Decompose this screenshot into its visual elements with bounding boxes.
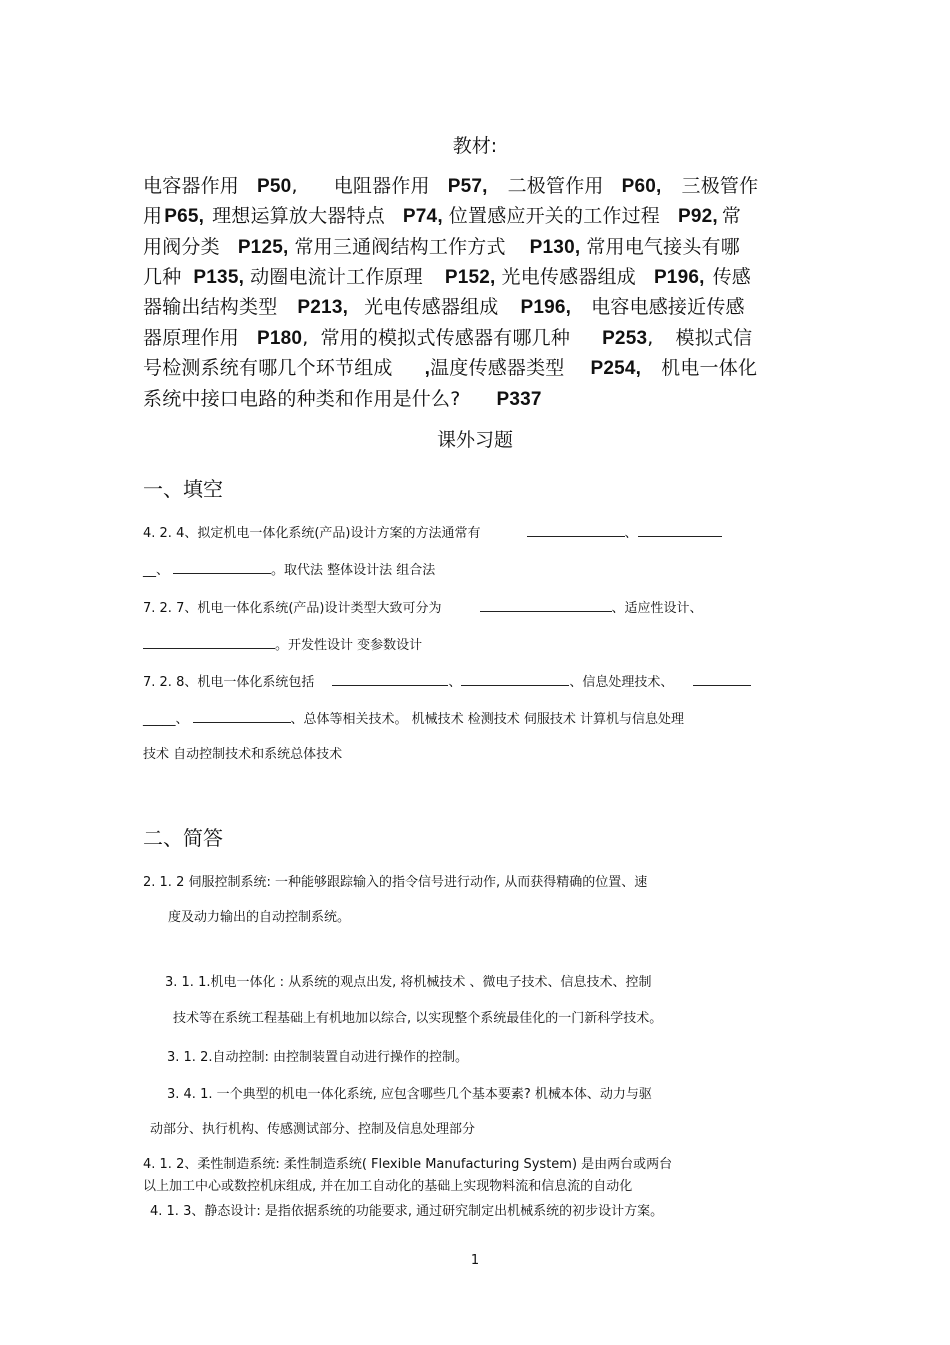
page-number: 1 xyxy=(470,1253,480,1268)
answer-line: 3. 1. 2.自动控制: 由控制装置自动进行操作的控制。 xyxy=(167,1050,468,1065)
textbook-line-7: 号检测系统有哪几个环节组成 ,温度传感器类型 P254, 机电一体化 xyxy=(143,357,758,379)
answer-line: 4. 1. 3、静态设计: 是指依据系统的功能要求, 通过研究制定出机械系统的初步设计方案。 xyxy=(150,1204,664,1219)
fill-question-1-line-1: 4. 2. 4、拟定机电一体化系统(产品)设计方案的方法通常有 、 xyxy=(143,522,722,541)
fill-question-1-line-2: __、 。取代法 整体设计法 组合法 xyxy=(143,563,436,578)
answer-line: 以上加工中心或数控机床组成, 并在加工自动化的基础上实现物料流和信息流的自动化 xyxy=(143,1179,633,1194)
exercises-title: 课外习题 xyxy=(436,429,513,451)
textbook-line-3: 用阀分类 P125, 常用三通阀结构工作方式 P130, 常用电气接头有哪 xyxy=(143,236,740,258)
fill-question-3-line-2: _____、 、总体等相关技术。 机械技术 检测技术 伺服技术 计算机与信息处理 xyxy=(143,712,685,727)
answer-line: 3. 1. 1.机电一体化 : 从系统的观点出发, 将机械技术 、微电子技术、信息技术、控制 xyxy=(165,975,652,990)
textbook-title: 教材: xyxy=(452,135,498,157)
answer-line: 度及动力输出的自动控制系统。 xyxy=(168,910,351,925)
fill-question-3-line-1: 7. 2. 8、机电一体化系统包括 、 、信息处理技术、 xyxy=(143,671,751,690)
textbook-line-5: 器输出结构类型 P213, 光电传感器组成 P196, 电容电感接近传感 xyxy=(143,296,745,318)
answer-line: 技术等在系统工程基础上有机地加以综合, 以实现整个系统最佳化的一门新科学技术。 xyxy=(173,1011,663,1026)
textbook-line-2: 用 P65, 理想运算放大器特点 P74, 位置感应开关的工作过程 P92, 常 xyxy=(143,205,742,227)
textbook-line-6: 器原理作用 P180, 常用的模拟式传感器有哪几种 P253, 模拟式信 xyxy=(143,327,753,349)
textbook-line-8: 系统中接口电路的种类和作用是什么? P337 xyxy=(143,388,542,410)
answer-line: 动部分、执行机构、传感测试部分、控制及信息处理部分 xyxy=(150,1122,476,1137)
fill-question-2-line-2: 。开发性设计 变参数设计 xyxy=(143,634,422,653)
answer-line: 3. 4. 1. 一个典型的机电一体化系统, 应包含哪些几个基本要素? 机械本体、动力与驱 xyxy=(167,1087,652,1102)
section-heading-fill-blank: 一、填空 xyxy=(143,477,223,501)
textbook-line-1: 电容器作用 P50, 电阻器作用 P57, 二极管作用 P60, 三极管作 xyxy=(143,175,759,197)
section-heading-short-answer: 二、简答 xyxy=(143,826,223,850)
fill-question-3-line-3: 技术 自动控制技术和系统总体技术 xyxy=(143,747,343,762)
textbook-line-4: 几种 P135, 动圈电流计工作原理 P152, 光电传感器组成 P196, 传感 xyxy=(143,266,751,288)
answer-line: 2. 1. 2 伺服控制系统: 一种能够跟踪输入的指令信号进行动作, 从而获得精确的位置、速 xyxy=(143,875,648,890)
answer-line: 4. 1. 2、柔性制造系统: 柔性制造系统( Flexible Manufacturing System) 是由两台或两台 xyxy=(143,1157,673,1172)
fill-question-2-line-1: 7. 2. 7、机电一体化系统(产品)设计类型大致可分为 、适应性设计、 xyxy=(143,601,703,616)
